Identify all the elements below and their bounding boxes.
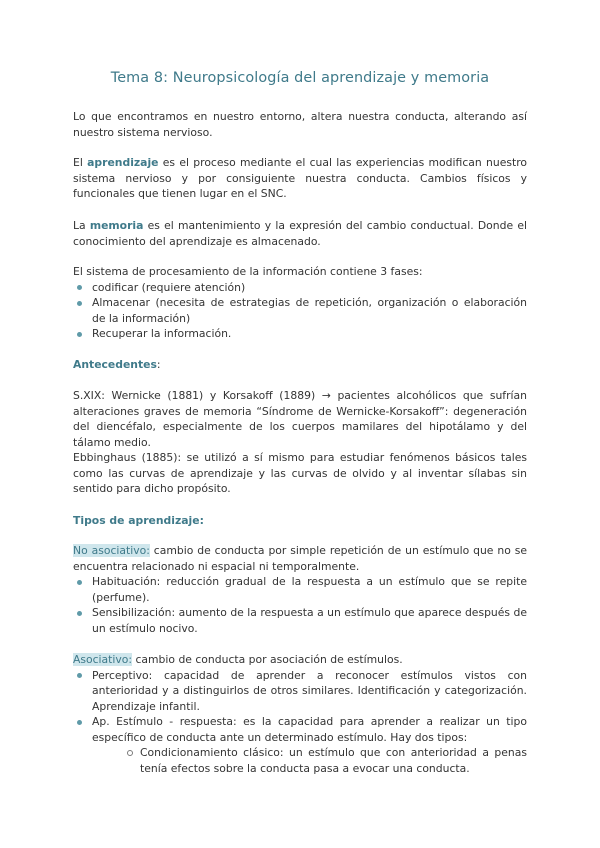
background-heading-suffix: : (156, 358, 161, 371)
nonassoc-list (73, 574, 527, 636)
page-title: Tema 8: Neuropsicología del aprendizaje y memoria (110, 70, 490, 86)
list-item: Perceptivo: capacidad de aprender a reconocer estímulos vistos con anterioridad y a distinguirlos de otros similares. Identificación y categorización. Aprendizaje infantil. (73, 668, 527, 715)
assoc-sublist (126, 745, 527, 776)
list-item: Almacenar (necesita de estrategias de repetición, organización o elaboración de la información) (73, 295, 527, 326)
learning-post: es el proceso mediante el cual las experiencias modifican nuestro sistema nervioso y por consiguiente nuestra conducta. Cambios físicos y funcionales que tienen lugar en el SNC. (73, 156, 527, 200)
list-item: codificar (requiere atención) (73, 280, 527, 296)
background-heading-text: Antecedentes (73, 358, 157, 371)
memory-pre: La (73, 219, 90, 232)
list-item: Ap. Estímulo - respuesta: es la capacidad para aprender a realizar un tipo específico de conducta ante un determinado estímulo. Hay dos tipos: (73, 714, 527, 745)
assoc-section (73, 652, 527, 776)
assoc-label: Asociativo: (73, 653, 133, 666)
learning-definition (73, 155, 527, 202)
list-item: Condicionamiento clásico: un estímulo que con anterioridad a penas tenía efectos sobre la conducta pasa a evocar una conducta. (126, 745, 527, 776)
nonassoc-text: cambio de conducta por simple repetición de un estímulo que no se encuentra relacionado ni espacial ni temporalmente. (73, 544, 527, 573)
phases-list (73, 280, 527, 342)
assoc-paragraph (73, 652, 527, 668)
phases-intro: El sistema de procesamiento de la información contiene 3 fases: (73, 265, 423, 278)
types-heading: Tipos de aprendizaje: (73, 514, 204, 527)
nonassoc-section (73, 543, 527, 636)
learning-pre: El (73, 156, 88, 169)
assoc-text: cambio de conducta por asociación de estímulos. (132, 653, 403, 666)
background-paragraph-1: S.XIX: Wernicke (1881) y Korsakoff (1889) → pacientes alcohólicos que sufrían alteraciones graves de memoria “Síndrome de Wernicke-Korsakoff”: degeneración del diencéfalo, especialmente de los cuerpos mamilares del hipotálamo y del tálamo medio. (73, 389, 527, 449)
intro-paragraph: Lo que encontramos en nuestro entorno, altera nuestra conducta, alterando así nuestro sistema nervioso. (73, 110, 527, 139)
list-item: Sensibilización: aumento de la respuesta a un estímulo que aparece después de un estímulo nocivo. (73, 605, 527, 636)
phases-section (73, 264, 527, 342)
background-heading (73, 357, 527, 373)
assoc-list (73, 668, 527, 746)
learning-term: aprendizaje (87, 156, 159, 169)
memory-post: es el mantenimiento y la expresión del cambio conductual. Donde el conocimiento del aprendizaje es almacenado. (73, 219, 527, 248)
memory-definition (73, 218, 527, 249)
nonassoc-paragraph (73, 543, 527, 574)
list-item: Recuperar la información. (73, 326, 527, 342)
list-item: Habituación: reducción gradual de la respuesta a un estímulo que se repite (perfume). (73, 574, 527, 605)
nonassoc-label: No asociativo: (73, 544, 150, 557)
background-paragraph-2: Ebbinghaus (1885): se utilizó a sí mismo para estudiar fenómenos básicos tales como las curvas de aprendizaje y las curvas de olvido y al inventar sílabas sin sentido para dicho propósito. (73, 451, 527, 495)
memory-term: memoria (89, 219, 144, 232)
